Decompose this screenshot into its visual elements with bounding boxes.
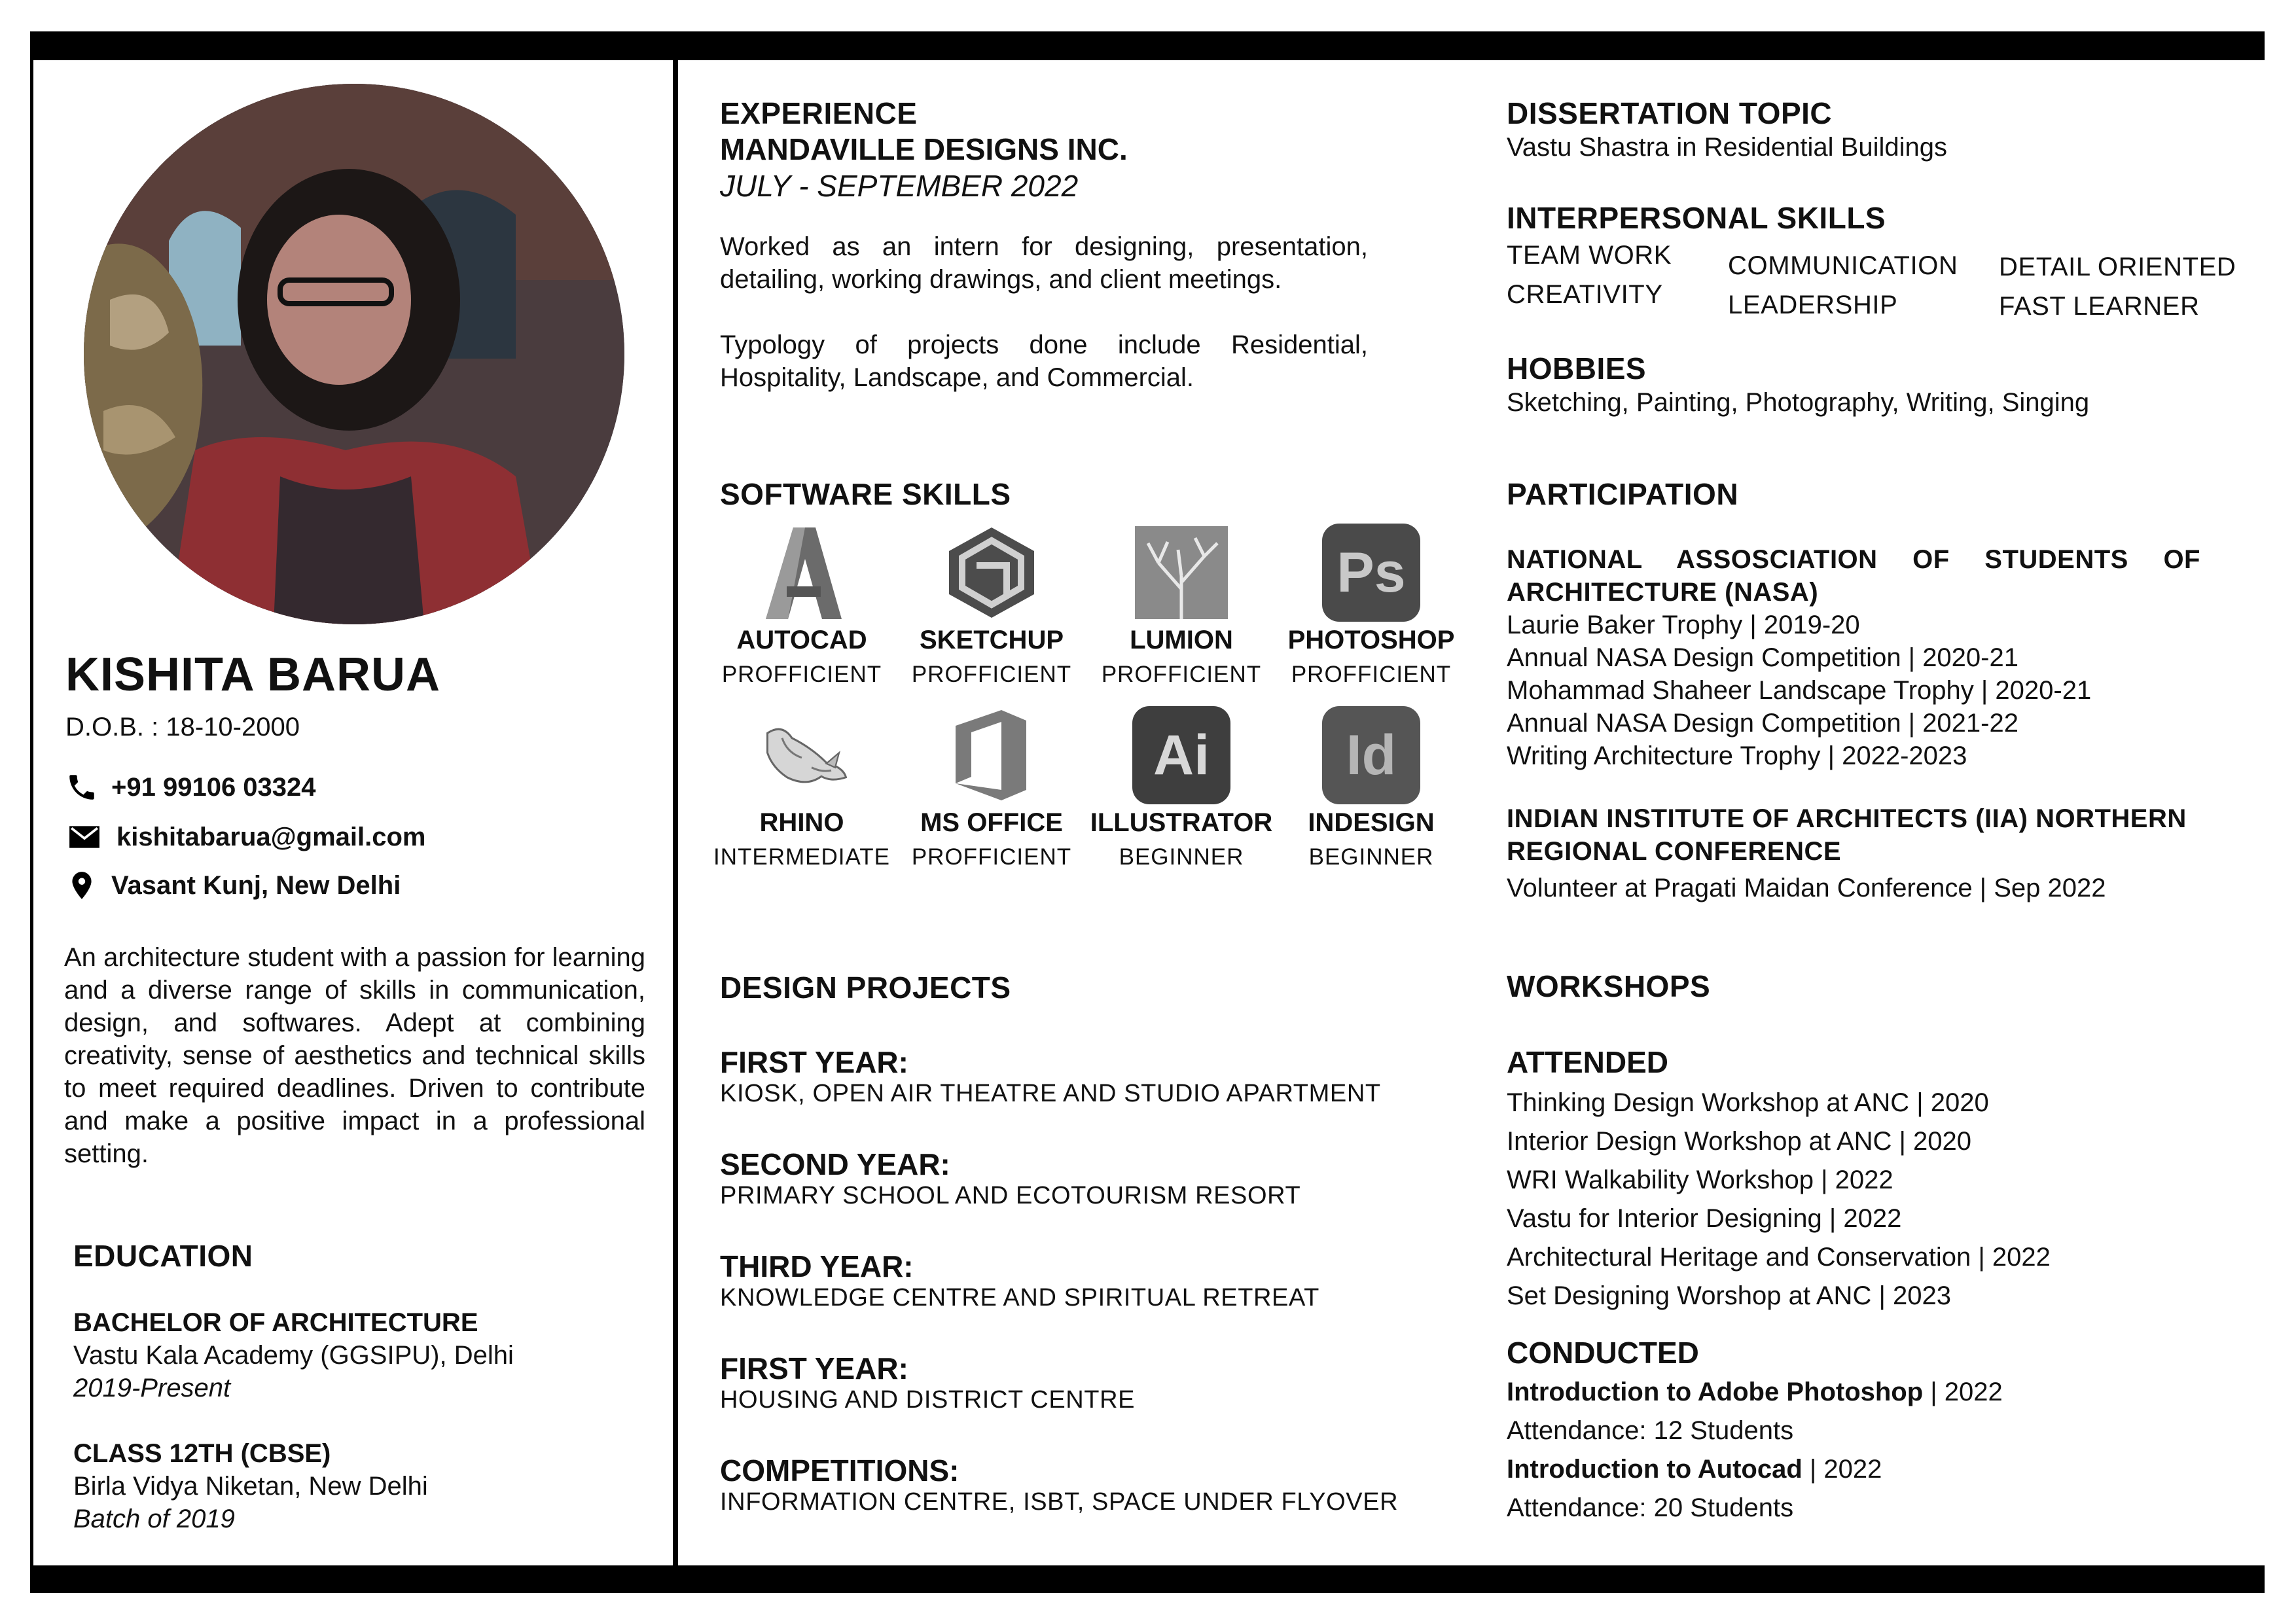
date-of-birth: D.O.B. : 18-10-2000 (65, 713, 300, 741)
skill-item: LEADERSHIP (1728, 291, 1898, 319)
education-item (73, 1437, 428, 1535)
experience-section (720, 96, 1368, 394)
software-item (897, 706, 1086, 870)
education-degree: BACHELOR OF ARCHITECTURE (73, 1308, 478, 1337)
project-desc: KIOSK, OPEN AIR THEATRE AND STUDIO APARTMENT (720, 1080, 1381, 1107)
rhino-icon (753, 706, 851, 804)
software-level: INTERMEDIATE (713, 844, 890, 870)
participation-item: Mohammad Shaheer Landscape Trophy | 2020-21 (1507, 676, 2092, 705)
participation-item: Volunteer at Pragati Maidan Conference | Sep 2022 (1507, 874, 2106, 902)
education-period: Batch of 2019 (73, 1505, 235, 1533)
project-year: FIRST YEAR: (720, 1351, 908, 1385)
software-item (1276, 706, 1466, 870)
conducted-heading: CONDUCTED (1507, 1336, 1699, 1370)
project-desc: PRIMARY SCHOOL AND ECOTOURISM RESORT (720, 1182, 1301, 1209)
email-address: kishitabarua@gmail.com (117, 822, 426, 851)
software-skills-heading: SOFTWARE SKILLS (720, 477, 1011, 511)
project-year: THIRD YEAR: (720, 1249, 914, 1283)
participation-heading: PARTICIPATION (1507, 477, 1739, 511)
design-projects-heading: DESIGN PROJECTS (720, 971, 1011, 1005)
workshop-item: Architectural Heritage and Conservation | 2022 (1507, 1243, 2051, 1272)
location-pin-icon (65, 869, 98, 902)
dissertation-heading: DISSERTATION TOPIC (1507, 96, 1833, 130)
software-item (1276, 524, 1466, 688)
lumion-icon (1132, 524, 1230, 622)
software-item (1086, 524, 1276, 688)
dissertation-topic: Vastu Shastra in Residential Buildings (1507, 133, 1947, 162)
about-summary: An architecture student with a passion for learning and a diverse range of skills in communication, design, and softwares. Adept at combining creativity, sense of aesthetics and technical skills to meet required deadlines. Driven to contribute and make a positive impact in a professional setting. (64, 943, 645, 1168)
software-name: AUTOCAD (736, 626, 867, 654)
sketchup-icon (942, 524, 1041, 622)
software-item (1086, 706, 1276, 870)
project-item (720, 1351, 1135, 1414)
attended-list (1507, 1084, 2051, 1315)
education-school: Vastu Kala Academy (GGSIPU), Delhi (73, 1341, 514, 1370)
education-item (73, 1306, 514, 1404)
software-name: SKETCHUP (919, 626, 1064, 654)
hobbies-text: Sketching, Painting, Photography, Writing, Singing (1507, 388, 2090, 417)
skill-item: COMMUNICATION (1728, 251, 1958, 280)
attended-heading: ATTENDED (1507, 1045, 1669, 1079)
software-name: PHOTOSHOP (1287, 626, 1455, 654)
software-skills-grid (707, 524, 1466, 870)
participation-item: Annual NASA Design Competition | 2020-21 (1507, 643, 2018, 672)
conducted-list (1507, 1373, 2003, 1527)
ms-office-icon (942, 706, 1041, 804)
attendance-count: Attendance: 12 Students (1507, 1416, 1794, 1445)
participation-item: Annual NASA Design Competition | 2021-22 (1507, 709, 2018, 738)
software-item (707, 706, 897, 870)
phone-row (65, 771, 316, 804)
software-level: PROFFICIENT (911, 844, 1072, 870)
workshop-item: WRI Walkability Workshop | 2022 (1507, 1166, 1893, 1194)
skill-item: TEAM WORK (1507, 241, 1672, 270)
project-year: SECOND YEAR: (720, 1147, 950, 1181)
experience-description: Worked as an intern for designing, presentation, detailing, working drawings, and client meetings. (720, 232, 1368, 294)
workshop-item: Vastu for Interior Designing | 2022 (1507, 1204, 1902, 1233)
workshop-item: Interior Design Workshop at ANC | 2020 (1507, 1127, 1972, 1156)
software-name: RHINO (759, 808, 844, 837)
software-item (707, 524, 897, 688)
experience-heading: EXPERIENCE (720, 96, 918, 130)
workshop-item: Set Designing Worshop at ANC | 2023 (1507, 1281, 1951, 1310)
photoshop-icon (1322, 524, 1420, 622)
photoshop-glyph: Ps (1322, 524, 1420, 622)
workshops-heading: WORKSHOPS (1507, 969, 1711, 1003)
project-desc: HOUSING AND DISTRICT CENTRE (720, 1386, 1136, 1414)
participation-org (1507, 802, 2200, 904)
bottom-border-bar (31, 1565, 2265, 1593)
location-row (65, 869, 401, 902)
software-item (897, 524, 1086, 688)
software-level: BEGINNER (1119, 844, 1244, 870)
indesign-icon (1322, 706, 1420, 804)
education-period: 2019-Present (73, 1374, 231, 1402)
software-level: PROFFICIENT (911, 662, 1072, 687)
project-desc: INFORMATION CENTRE, ISBT, SPACE UNDER FLYOVER (720, 1488, 1399, 1516)
indesign-glyph: Id (1322, 706, 1420, 804)
software-level: PROFFICIENT (1101, 662, 1262, 687)
phone-icon (65, 771, 98, 804)
participation-item: Writing Architecture Trophy | 2022-2023 (1507, 741, 1967, 770)
organization-name: INDIAN INSTITUTE OF ARCHITECTS (IIA) NORTHERN REGIONAL CONFERENCE (1507, 804, 2187, 866)
hobbies-section (1507, 351, 2089, 419)
full-name: KISHITA BARUA (65, 649, 440, 701)
phone-number: +91 99106 03324 (111, 772, 316, 802)
organization-name: NATIONAL ASSOSCIATION OF STUDENTS OF ARCHITECTURE (NASA) (1507, 545, 2200, 607)
conducted-item: Introduction to Autocad | 2022 (1507, 1455, 1882, 1484)
software-level: PROFFICIENT (721, 662, 882, 687)
autocad-icon (753, 524, 851, 622)
profile-photo (84, 84, 624, 624)
project-item (720, 1249, 1319, 1312)
workshop-item: Thinking Design Workshop at ANC | 2020 (1507, 1088, 1989, 1117)
skill-item: FAST LEARNER (1999, 292, 2200, 321)
experience-company: MANDAVILLE DESIGNS INC. (720, 132, 1128, 166)
illustrator-icon (1132, 706, 1230, 804)
interpersonal-heading: INTERPERSONAL SKILLS (1507, 201, 1886, 235)
top-border-bar (31, 31, 2265, 60)
attendance-count: Attendance: 20 Students (1507, 1493, 1794, 1522)
dissertation-section (1507, 96, 1947, 164)
project-desc: KNOWLEDGE CENTRE AND SPIRITUAL RETREAT (720, 1284, 1319, 1311)
software-name: ILLUSTRATOR (1090, 808, 1273, 837)
location-text: Vasant Kunj, New Delhi (111, 870, 401, 900)
education-school: Birla Vidya Niketan, New Delhi (73, 1472, 428, 1501)
conducted-item: Introduction to Adobe Photoshop | 2022 (1507, 1378, 2003, 1406)
project-item (720, 1453, 1398, 1516)
illustrator-glyph: Ai (1132, 706, 1230, 804)
hobbies-heading: HOBBIES (1507, 351, 1647, 385)
project-item (720, 1044, 1381, 1108)
software-name: INDESIGN (1308, 808, 1435, 837)
left-border-line (30, 31, 33, 1593)
software-level: BEGINNER (1308, 844, 1434, 870)
project-item (720, 1147, 1300, 1210)
software-level: PROFFICIENT (1291, 662, 1452, 687)
participation-item: Laurie Baker Trophy | 2019-20 (1507, 611, 1860, 639)
education-heading: EDUCATION (73, 1239, 253, 1273)
participation-org (1507, 543, 2200, 772)
project-year: FIRST YEAR: (720, 1045, 908, 1079)
project-year: COMPETITIONS: (720, 1454, 960, 1488)
experience-period: JULY - SEPTEMBER 2022 (720, 169, 1079, 203)
mail-icon (65, 821, 103, 853)
skill-item: DETAIL ORIENTED (1999, 253, 2236, 281)
education-degree: CLASS 12TH (CBSE) (73, 1439, 331, 1468)
column-divider (673, 31, 678, 1593)
experience-description: Typology of projects done include Residential, Hospitality, Landscape, and Commercial. (720, 330, 1368, 392)
email-row (65, 821, 425, 853)
skill-item: CREATIVITY (1507, 280, 1663, 309)
software-name: MS OFFICE (920, 808, 1063, 837)
software-name: LUMION (1130, 626, 1233, 654)
